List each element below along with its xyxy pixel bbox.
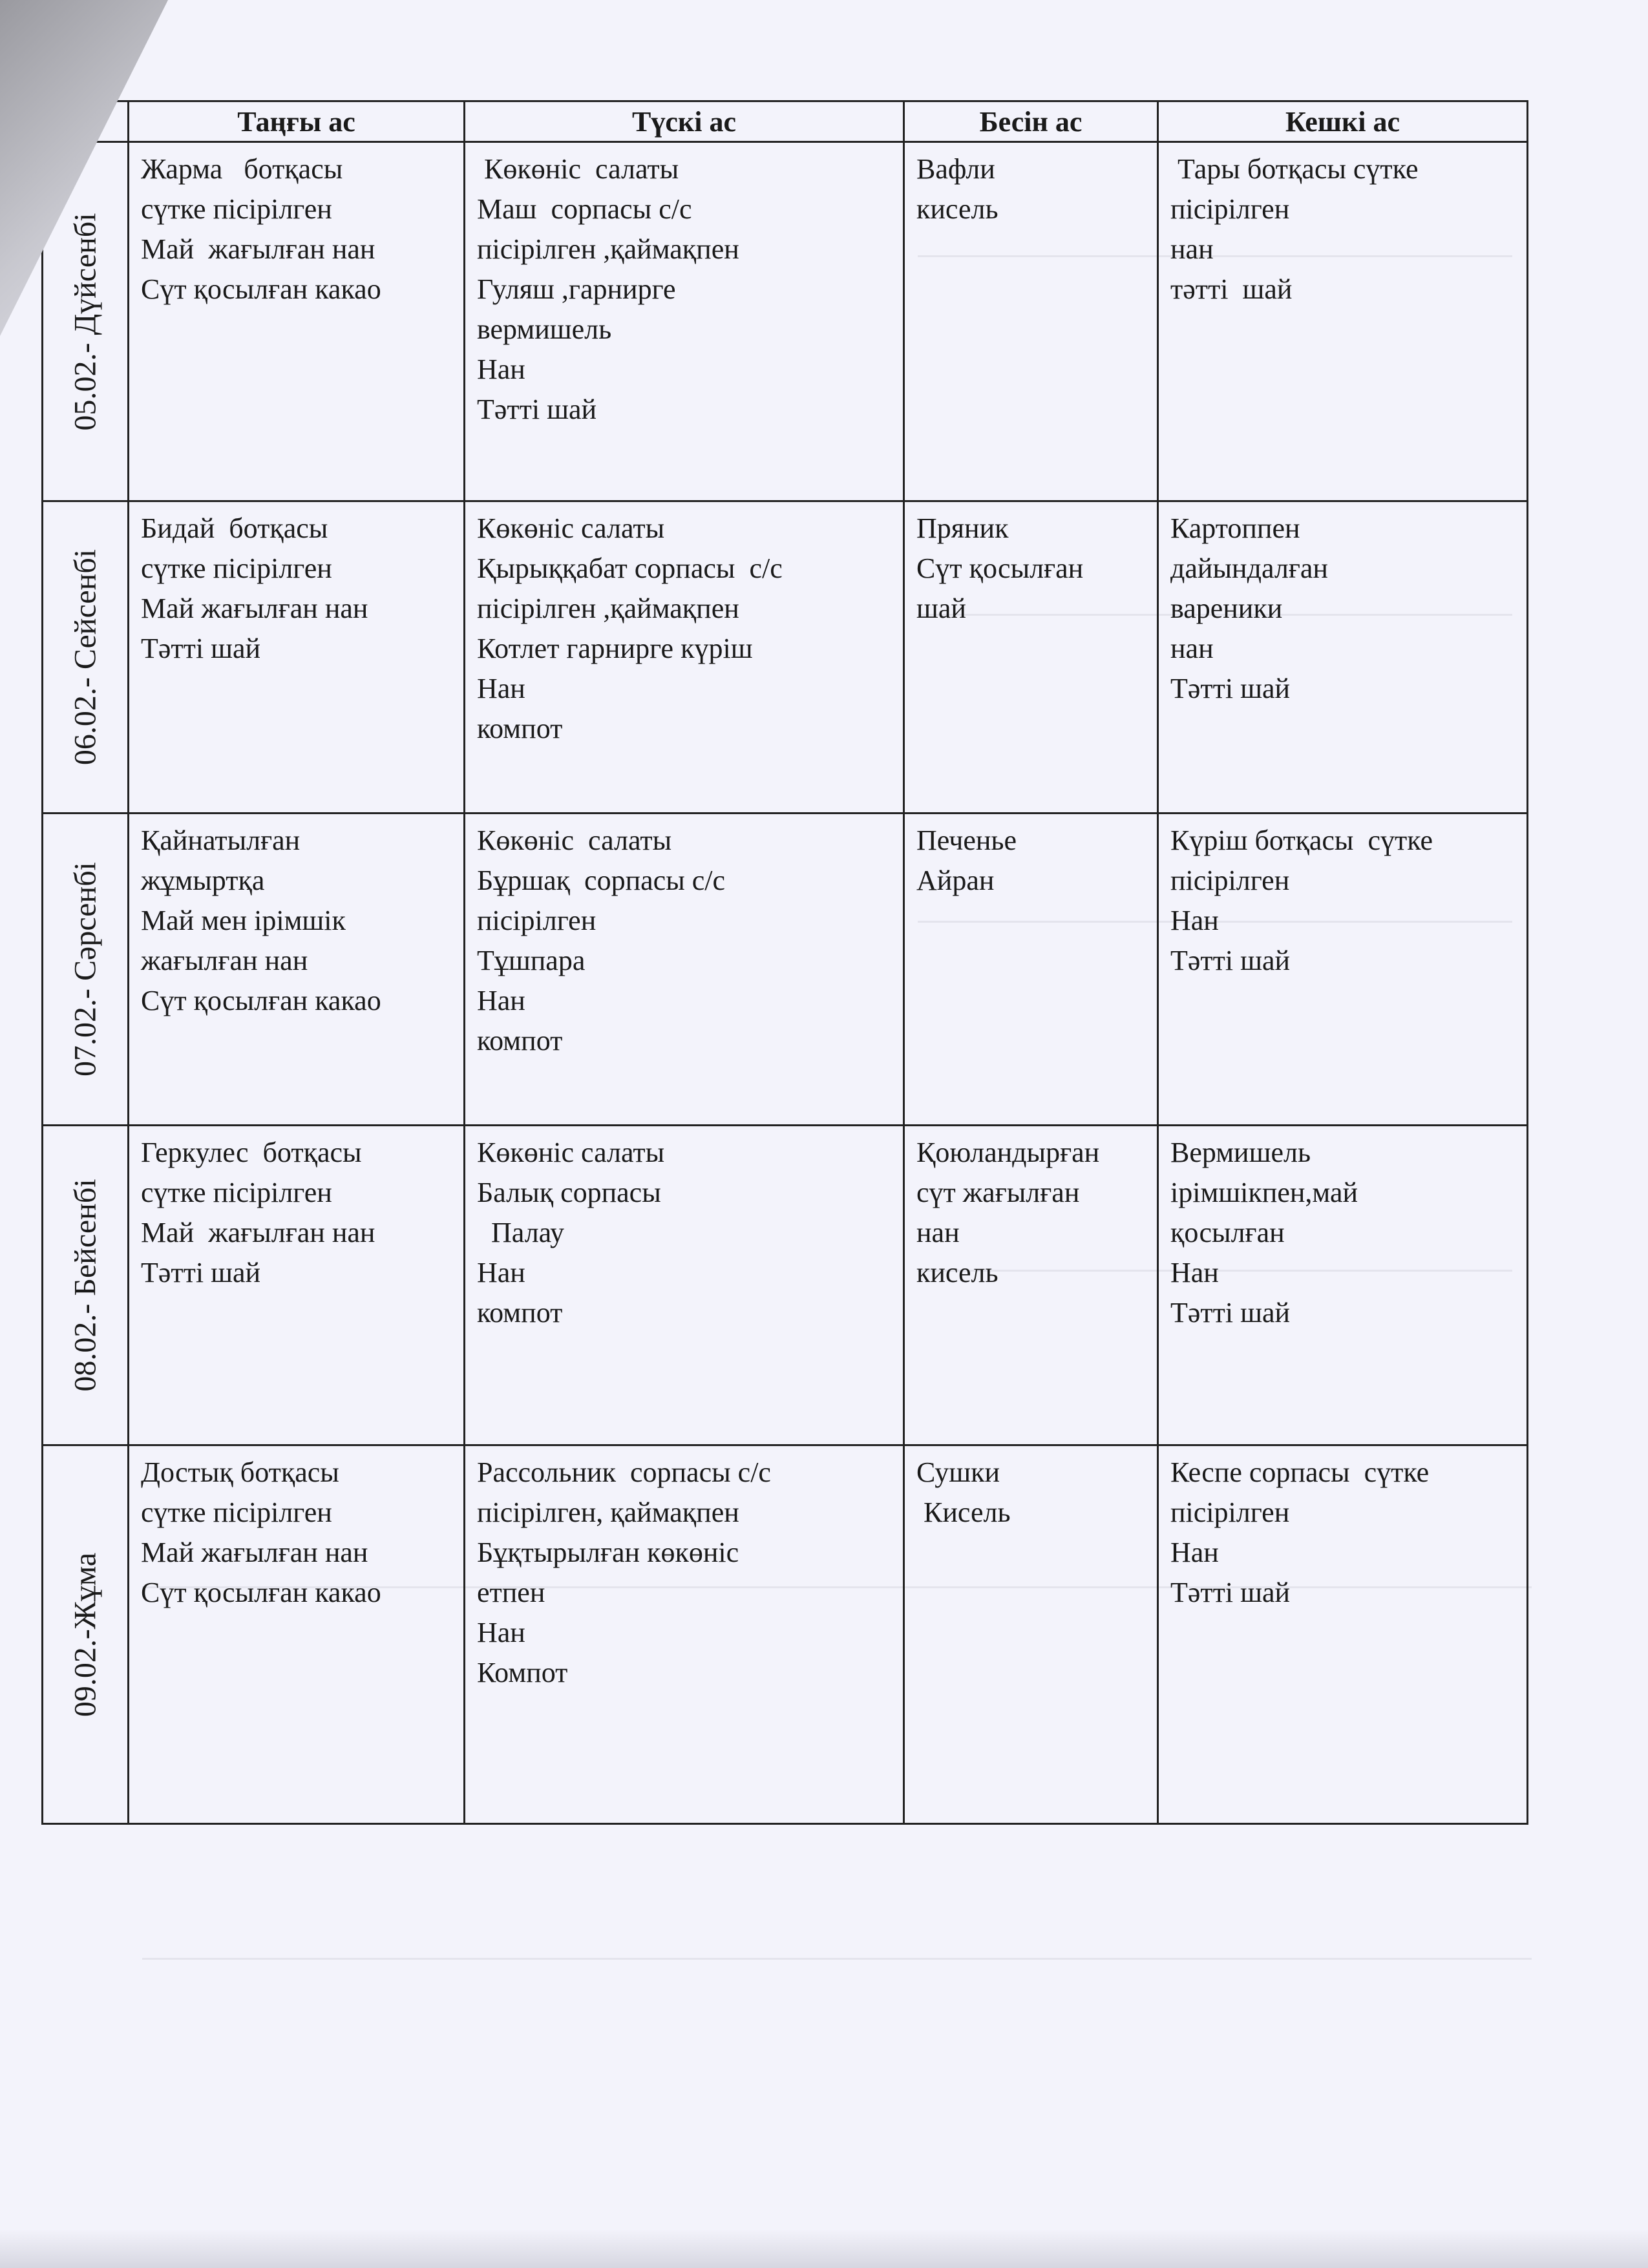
- menu-item: компот: [477, 1025, 563, 1056]
- menu-item: Котлет гарнирге күріш: [477, 633, 753, 664]
- menu-item: Гуляш ,гарнирге: [477, 273, 676, 305]
- header-breakfast: Таңғы ас: [129, 101, 465, 142]
- menu-item: Нан: [477, 1617, 525, 1648]
- snack-cell: [904, 501, 1158, 814]
- menu-item: вермишель: [477, 313, 612, 345]
- menu-item: Май жағылған нан: [141, 1537, 368, 1568]
- menu-item: Тәтті шай: [1170, 673, 1291, 704]
- menu-item: Нан: [477, 1257, 525, 1288]
- table-row: [43, 1445, 1528, 1824]
- menu-item: дайындалған: [1170, 552, 1328, 584]
- menu-item: Күріш ботқасы сүтке: [1170, 824, 1433, 856]
- menu-item: Печенье: [916, 824, 1017, 856]
- dinner-cell: [1158, 142, 1528, 501]
- menu-item: Сүт қосылған какао: [141, 273, 381, 305]
- snack-cell: [904, 142, 1158, 501]
- day-cell: [43, 814, 129, 1126]
- menu-item: сүтке пісірілген: [141, 1177, 332, 1208]
- menu-item: Қырыққабат сорпасы с/с: [477, 552, 783, 584]
- header-row: [43, 101, 1528, 142]
- menu-item: кисель: [916, 193, 998, 225]
- menu-item: Көкөніс салаты: [477, 153, 679, 185]
- menu-item: Вафли: [916, 153, 995, 185]
- menu-item: Май жағылған нан: [141, 593, 368, 624]
- breakfast-cell: [129, 814, 465, 1126]
- lunch-cell: [465, 1126, 904, 1445]
- menu-item: Тәтті шай: [1170, 1297, 1291, 1328]
- header-lunch: Түскі ас: [465, 101, 904, 142]
- menu-item: Нан: [477, 985, 525, 1016]
- menu-item: Көкөніс салаты: [477, 512, 665, 544]
- menu-item: Тәтті шай: [141, 1257, 261, 1288]
- day-label: 07.02.- Сәрсенбі: [68, 862, 103, 1076]
- menu-item: Тәтті шай: [141, 633, 261, 664]
- breakfast-cell: [129, 501, 465, 814]
- menu-item: Қоюландырған: [916, 1137, 1100, 1168]
- snack-cell: [904, 1445, 1158, 1824]
- lunch-cell: [465, 142, 904, 501]
- menu-item: Нан: [1170, 905, 1219, 936]
- menu-item: Вермишель: [1170, 1137, 1311, 1168]
- menu-item: сүтке пісірілген: [141, 1496, 332, 1528]
- menu-item: Май жағылған нан: [141, 233, 375, 265]
- menu-item: етпен: [477, 1577, 545, 1608]
- menu-item: компот: [477, 1297, 563, 1328]
- menu-item: сүт жағылған: [916, 1177, 1080, 1208]
- menu-item: пісірілген: [1170, 193, 1290, 225]
- menu-item: кисель: [916, 1257, 998, 1288]
- snack-cell: [904, 1126, 1158, 1445]
- menu-item: пісірілген: [1170, 865, 1290, 896]
- lunch-cell: [465, 814, 904, 1126]
- day-label: 08.02.- Бейсенбі: [68, 1179, 103, 1392]
- menu-item: Балық сорпасы: [477, 1177, 661, 1208]
- menu-item: вареники: [1170, 593, 1283, 624]
- menu-item: Бұршақ сорпасы с/с: [477, 865, 726, 896]
- menu-item: компот: [477, 713, 563, 744]
- lunch-cell: [465, 501, 904, 814]
- menu-item: Достық ботқасы: [141, 1456, 339, 1488]
- dinner-cell: [1158, 1126, 1528, 1445]
- dinner-cell: [1158, 501, 1528, 814]
- menu-item: Маш сорпасы с/с: [477, 193, 692, 225]
- day-cell: [43, 1445, 129, 1824]
- day-label: 05.02.- Дүйсенбі: [68, 212, 103, 431]
- menu-item: Нан: [1170, 1257, 1219, 1288]
- menu-item: ірімшікпен,май: [1170, 1177, 1358, 1208]
- menu-item: Кисель: [916, 1496, 1011, 1528]
- menu-item: Бұқтырылған көкөніс: [477, 1537, 739, 1568]
- menu-item: Тәтті шай: [1170, 1577, 1291, 1608]
- menu-item: Палау: [477, 1217, 564, 1248]
- menu-item: Нан: [477, 673, 525, 704]
- menu-item: пісірілген ,қаймақпен: [477, 593, 739, 624]
- menu-item: Компот: [477, 1657, 568, 1688]
- menu-item: Жарма ботқасы: [141, 153, 343, 185]
- weekly-menu-table: [41, 100, 1528, 1825]
- menu-item: Көкөніс салаты: [477, 824, 672, 856]
- day-label: 09.02.-Жұма: [68, 1552, 103, 1717]
- menu-item: сүтке пісірілген: [141, 552, 332, 584]
- table-row: [43, 1126, 1528, 1445]
- menu-item: Нан: [477, 353, 525, 385]
- menu-item: Көкөніс салаты: [477, 1137, 665, 1168]
- menu-item: Қайнатылған: [141, 824, 301, 856]
- snack-cell: [904, 814, 1158, 1126]
- menu-item: пісірілген: [477, 905, 597, 936]
- menu-item: Сушки: [916, 1456, 1000, 1488]
- menu-item: Май мен ірімшік: [141, 905, 346, 936]
- day-cell: [43, 1126, 129, 1445]
- menu-item: нан: [1170, 633, 1214, 664]
- menu-item: Нан: [1170, 1537, 1219, 1568]
- menu-item: қосылған: [1170, 1217, 1285, 1248]
- header-dinner: Кешкі ас: [1158, 101, 1528, 142]
- menu-item: Сүт қосылған какао: [141, 1577, 381, 1608]
- menu-item: Тәтті шай: [1170, 945, 1291, 976]
- menu-item: пісірілген ,қаймақпен: [477, 233, 739, 265]
- table-row: [43, 142, 1528, 501]
- bleed-through-line: [142, 1958, 1532, 1960]
- menu-item: Геркулес ботқасы: [141, 1137, 362, 1168]
- menu-item: нан: [1170, 233, 1214, 265]
- table-row: [43, 501, 1528, 814]
- lunch-cell: [465, 1445, 904, 1824]
- dinner-cell: [1158, 814, 1528, 1126]
- menu-item: сүтке пісірілген: [141, 193, 332, 225]
- menu-item: Сүт қосылған какао: [141, 985, 381, 1016]
- day-cell: [43, 501, 129, 814]
- menu-item: жағылған нан: [141, 945, 308, 976]
- menu-item: Май жағылған нан: [141, 1217, 375, 1248]
- menu-item: жұмыртқа: [141, 865, 265, 896]
- menu-item: Картоппен: [1170, 512, 1300, 544]
- menu-item: Тәтті шай: [477, 394, 597, 425]
- menu-item: тәтті шай: [1170, 273, 1293, 305]
- breakfast-cell: [129, 1445, 465, 1824]
- menu-item: Бидай ботқасы: [141, 512, 328, 544]
- menu-item: Рассольник сорпасы с/с: [477, 1456, 771, 1488]
- breakfast-cell: [129, 142, 465, 501]
- scan-shadow: [0, 2229, 1648, 2268]
- menu-item: Тұшпара: [477, 945, 586, 976]
- menu-item: Сүт қосылған: [916, 552, 1084, 584]
- menu-item: пісірілген, қаймақпен: [477, 1496, 739, 1528]
- breakfast-cell: [129, 1126, 465, 1445]
- day-label: 06.02.- Сейсенбі: [68, 549, 103, 766]
- menu-item: Пряник: [916, 512, 1009, 544]
- menu-item: Айран: [916, 865, 995, 896]
- menu-item: нан: [916, 1217, 960, 1248]
- menu-item: шай: [916, 593, 966, 624]
- dinner-cell: [1158, 1445, 1528, 1824]
- header-snack: Бесін ас: [904, 101, 1158, 142]
- menu-item: Тары ботқасы сүтке: [1170, 153, 1419, 185]
- table-row: [43, 814, 1528, 1126]
- menu-item: Кеспе сорпасы сүтке: [1170, 1456, 1430, 1488]
- menu-item: пісірілген: [1170, 1496, 1290, 1528]
